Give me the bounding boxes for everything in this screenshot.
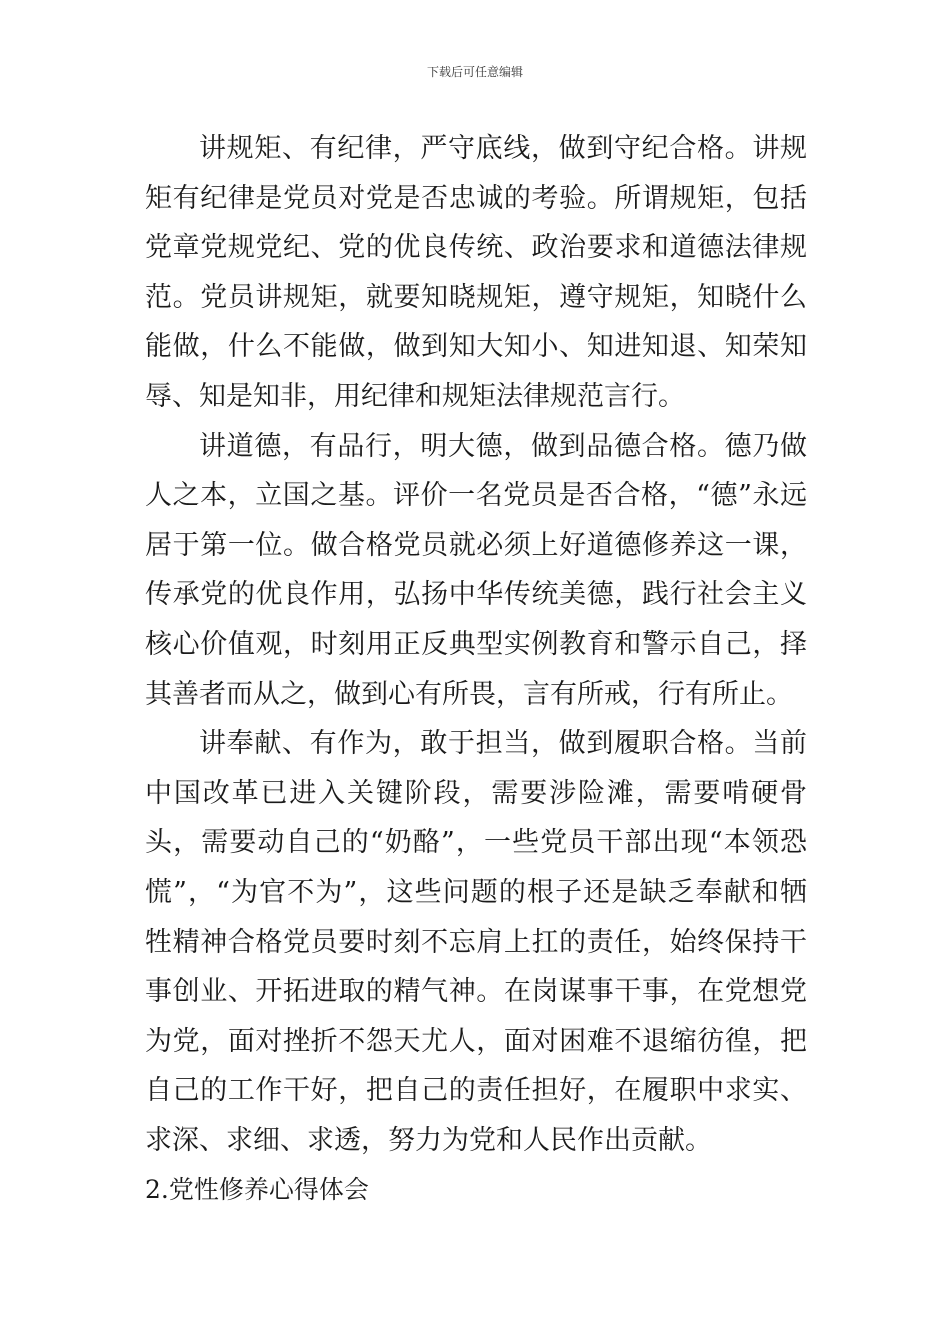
section-heading: 2.党性修养心得体会	[145, 1175, 369, 1205]
paragraph-discipline: 讲规矩、有纪律，严守底线，做到守纪合格。讲规矩有纪律是党员对党是否忠诚的考验。所谓规矩，包括党章党规党纪、党的优良传统、政治要求和道德法律规范。党员讲规矩，就要知晓规矩，遵守规矩，知晓什么能做，什么不能做，做到知大知小、知进知退、知荣知辱、知是知非，用纪律和规矩法律规范言行。	[145, 133, 807, 412]
document-body	[145, 124, 807, 1215]
paragraph-dedication: 讲奉献、有作为，敢于担当，做到履职合格。当前中国改革已进入关键阶段，需要涉险滩，需要啃硬骨头，需要动自己的“奶酪”，一些党员干部出现“本领恐慌”，“为官不为”，这些问题的根子还是缺乏奉献和牺牲精神合格党员要时刻不忘肩上扛的责任，始终保持干事创业、开拓进取的精气神。在岗谋事干事，在党想党为党，面对挫折不怨天尤人，面对困难不退缩彷徨，把自己的工作干好，把自己的责任担好，在履职中求实、求深、求细、求透，努力为党和人民作出贡献。	[145, 728, 807, 1156]
page-header-note: 下载后可任意编辑	[426, 65, 523, 79]
paragraph-morality: 讲道德，有品行，明大德，做到品德合格。德乃做人之本，立国之基。评价一名党员是否合格，“德”永远居于第一位。做合格党员就必须上好道德修养这一课，传承党的优良作用，弘扬中华传统美德，践行社会主义核心价值观，时刻用正反典型实例教育和警示自己，择其善者而从之，做到心有所畏，言有所戒，行有所止。	[145, 430, 807, 710]
